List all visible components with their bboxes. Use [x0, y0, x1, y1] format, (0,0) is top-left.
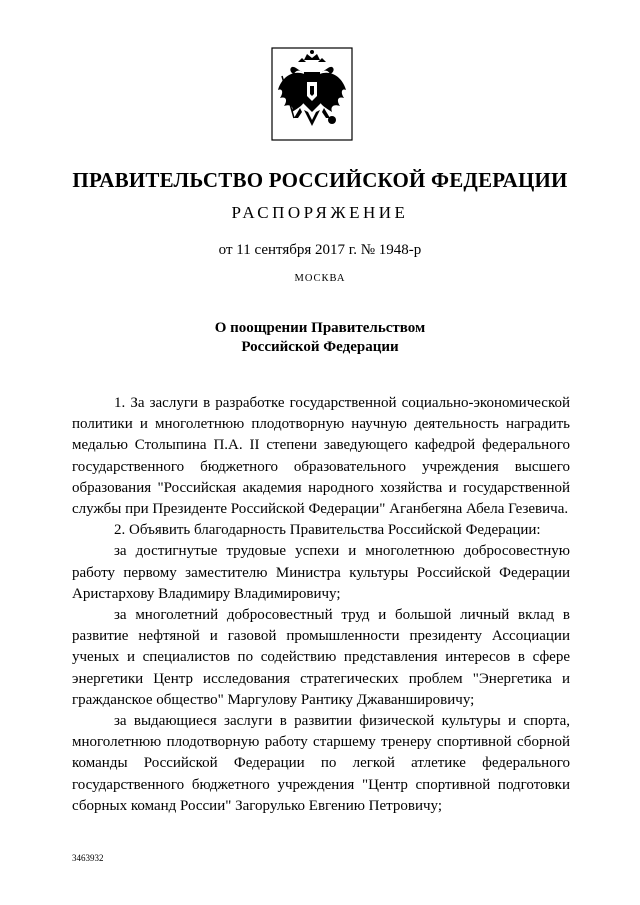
paragraph-aristarkhov: за достигнутые трудовые успехи и многолетнюю добросовестную работу первому заместителю Министра культуры Российской Федерации Аристархову Владимиру Владимировичу;: [72, 543, 570, 602]
coat-of-arms-icon: [270, 46, 354, 142]
document-body: [72, 393, 570, 817]
paragraph-1-award: 1. За заслуги в разработке государственной социально-экономической политики и многолетнюю плодотворную научную деятельность наградить медалью Столыпина П.А. II степени заведующего кафедрой федерального государственного бюджетного образовательного учреждения высшего образования "Российская академия народного хозяйства и государственной службы при Президенте Российской Федерации" Аганбегяна Абела Гезевича.: [72, 395, 570, 518]
document-code: 3463932: [72, 853, 104, 863]
subject-line-1: О поощрении Правительством: [214, 320, 426, 336]
government-title: ПРАВИТЕЛЬСТВО РОССИЙСКОЙ ФЕДЕРАЦИИ: [72, 168, 568, 192]
document-date-number: от 11 сентября 2017 г. № 1948-р: [218, 242, 422, 258]
document-subject: [0, 319, 640, 357]
subject-line-2: Российской Федерации: [241, 339, 399, 355]
document-type: РАСПОРЯЖЕНИЕ: [231, 203, 409, 222]
paragraph-2-gratitude: 2. Объявить благодарность Правительства Российской Федерации:: [114, 522, 541, 539]
document-city: МОСКВА: [294, 273, 346, 284]
paragraph-zagorulko: за выдающиеся заслуги в развитии физической культуры и спорта, многолетнюю плодотворную работу старшему тренеру спортивной сборной команды Российской Федерации по легкой атлетике федерального государственного бюджетного учреждения "Центр спортивной подготовки сборных команд России" Загорулько Евгению Петровичу;: [72, 713, 570, 814]
paragraph-margulov: за многолетний добросовестный труд и большой личный вклад в развитие нефтяной и газовой промышленности президенту Ассоциации ученых и специалистов по содействию представления интересов в сфере энергетики Центр исследования стратегических проблем "Энергетика и гражданское общество" Маргулову Рантику Джаваншировичу;: [72, 607, 570, 708]
